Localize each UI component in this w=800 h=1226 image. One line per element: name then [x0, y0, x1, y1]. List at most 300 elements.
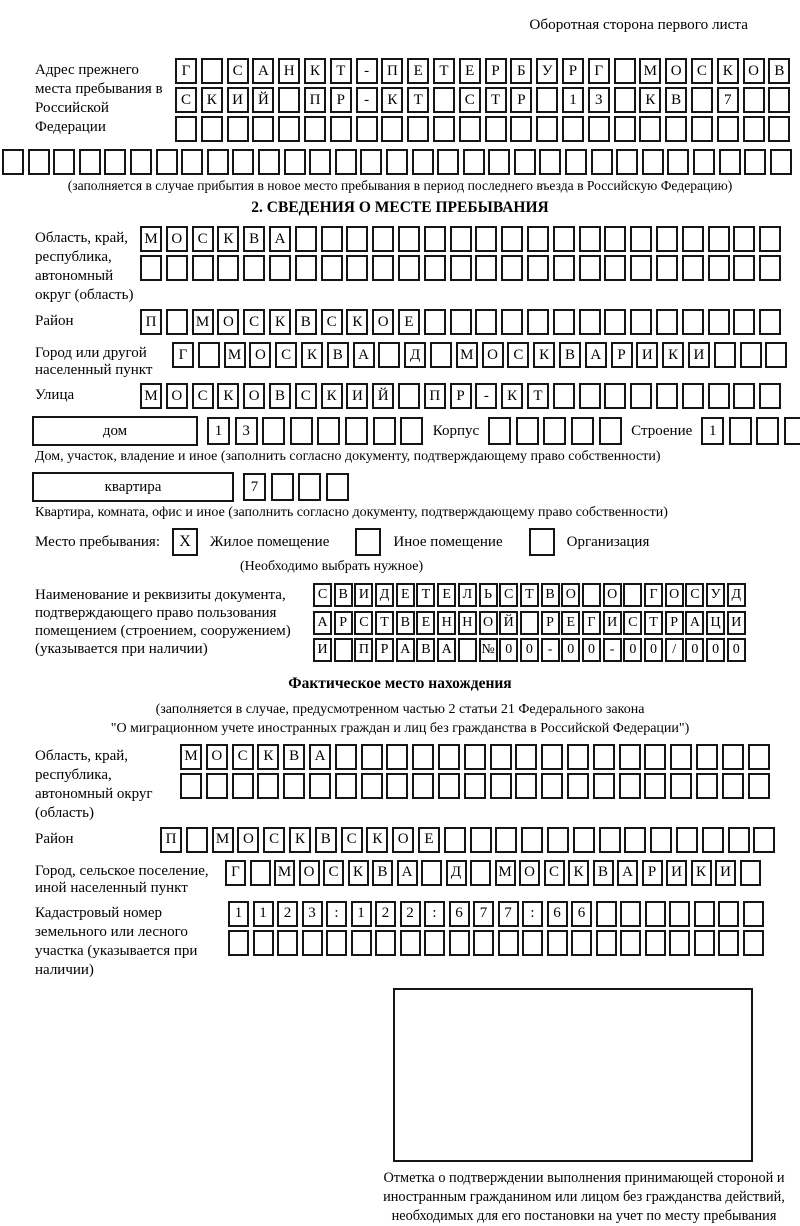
char-cell[interactable]: С	[323, 860, 344, 886]
char-cell[interactable]	[198, 342, 220, 368]
char-cell[interactable]: Е	[407, 58, 429, 84]
char-cell[interactable]	[639, 116, 661, 142]
char-cell[interactable]	[201, 116, 223, 142]
char-cell[interactable]	[784, 417, 800, 445]
char-cell[interactable]	[691, 87, 713, 113]
char-cell[interactable]	[192, 255, 214, 281]
char-cell[interactable]	[567, 744, 589, 770]
char-cell[interactable]	[665, 116, 687, 142]
char-cell[interactable]: К	[301, 342, 323, 368]
char-cell[interactable]	[140, 255, 162, 281]
char-cell[interactable]	[302, 930, 323, 956]
char-cell[interactable]	[656, 383, 678, 409]
char-cell[interactable]	[593, 744, 615, 770]
char-cell[interactable]	[656, 255, 678, 281]
char-cell[interactable]	[485, 116, 507, 142]
char-cell[interactable]: -	[603, 638, 622, 662]
char-cell[interactable]	[645, 930, 666, 956]
char-cell[interactable]	[722, 744, 744, 770]
char-cell[interactable]: Р	[665, 611, 684, 635]
char-cell[interactable]: 0	[499, 638, 518, 662]
char-cell[interactable]	[740, 860, 761, 886]
char-cell[interactable]	[271, 473, 294, 501]
char-cell[interactable]: К	[346, 309, 368, 335]
char-cell[interactable]: 0	[727, 638, 746, 662]
char-cell[interactable]: В	[768, 58, 790, 84]
char-cell[interactable]: 6	[547, 901, 568, 927]
char-cell[interactable]: К	[217, 226, 239, 252]
char-cell[interactable]: 7	[717, 87, 739, 113]
char-cell[interactable]	[539, 149, 561, 175]
char-cell[interactable]: С	[459, 87, 481, 113]
char-cell[interactable]	[515, 744, 537, 770]
char-cell[interactable]	[562, 116, 584, 142]
char-cell[interactable]: О	[482, 342, 504, 368]
char-cell[interactable]: А	[269, 226, 291, 252]
char-cell[interactable]: М	[192, 309, 214, 335]
char-cell[interactable]	[744, 149, 766, 175]
char-cell[interactable]: Й	[499, 611, 518, 635]
char-cell[interactable]: А	[397, 860, 418, 886]
char-cell[interactable]	[475, 309, 497, 335]
char-cell[interactable]: И	[636, 342, 658, 368]
char-cell[interactable]: Е	[459, 58, 481, 84]
char-cell[interactable]	[743, 901, 764, 927]
checkbox-organization[interactable]	[529, 528, 555, 556]
char-cell[interactable]	[650, 827, 672, 853]
char-cell[interactable]: С	[544, 860, 565, 886]
char-cell[interactable]	[304, 116, 326, 142]
char-cell[interactable]: Р	[611, 342, 633, 368]
char-cell[interactable]	[351, 930, 372, 956]
char-cell[interactable]: -	[541, 638, 560, 662]
char-cell[interactable]	[718, 901, 739, 927]
char-cell[interactable]	[501, 255, 523, 281]
char-cell[interactable]	[317, 417, 340, 445]
char-cell[interactable]	[372, 226, 394, 252]
char-cell[interactable]: В	[372, 860, 393, 886]
char-cell[interactable]	[571, 930, 592, 956]
char-cell[interactable]	[567, 773, 589, 799]
char-cell[interactable]: 2	[400, 901, 421, 927]
char-cell[interactable]	[696, 773, 718, 799]
char-cell[interactable]: С	[175, 87, 197, 113]
char-cell[interactable]: Е	[418, 827, 440, 853]
char-cell[interactable]: В	[665, 87, 687, 113]
char-cell[interactable]: К	[269, 309, 291, 335]
char-cell[interactable]	[616, 149, 638, 175]
char-cell[interactable]	[702, 827, 724, 853]
char-cell[interactable]: В	[416, 638, 435, 662]
char-cell[interactable]: А	[313, 611, 332, 635]
char-cell[interactable]	[459, 116, 481, 142]
char-cell[interactable]: С	[295, 383, 317, 409]
char-cell[interactable]: К	[217, 383, 239, 409]
char-cell[interactable]	[694, 930, 715, 956]
char-cell[interactable]: П	[381, 58, 403, 84]
char-cell[interactable]: Й	[372, 383, 394, 409]
char-cell[interactable]: А	[585, 342, 607, 368]
char-cell[interactable]: В	[295, 309, 317, 335]
char-cell[interactable]	[449, 930, 470, 956]
char-cell[interactable]	[498, 930, 519, 956]
char-cell[interactable]	[373, 417, 396, 445]
char-cell[interactable]	[696, 744, 718, 770]
char-cell[interactable]	[510, 116, 532, 142]
char-cell[interactable]: С	[263, 827, 285, 853]
char-cell[interactable]: К	[501, 383, 523, 409]
char-cell[interactable]	[488, 149, 510, 175]
char-cell[interactable]: В	[541, 583, 560, 607]
char-cell[interactable]: К	[568, 860, 589, 886]
char-cell[interactable]	[470, 827, 492, 853]
char-cell[interactable]: Р	[375, 638, 394, 662]
char-cell[interactable]	[309, 149, 331, 175]
char-cell[interactable]: Г	[582, 611, 601, 635]
char-cell[interactable]	[644, 744, 666, 770]
char-cell[interactable]	[361, 773, 383, 799]
char-cell[interactable]	[207, 149, 229, 175]
char-cell[interactable]	[269, 255, 291, 281]
char-cell[interactable]: О	[217, 309, 239, 335]
char-cell[interactable]: К	[717, 58, 739, 84]
char-cell[interactable]	[464, 773, 486, 799]
char-cell[interactable]: 7	[473, 901, 494, 927]
char-cell[interactable]	[770, 149, 792, 175]
char-cell[interactable]: М	[140, 226, 162, 252]
char-cell[interactable]: Р	[541, 611, 560, 635]
char-cell[interactable]: 1	[562, 87, 584, 113]
char-cell[interactable]: И	[727, 611, 746, 635]
char-cell[interactable]	[614, 116, 636, 142]
char-cell[interactable]	[642, 149, 664, 175]
char-cell[interactable]	[579, 255, 601, 281]
char-cell[interactable]	[295, 226, 317, 252]
char-cell[interactable]: О	[603, 583, 622, 607]
char-cell[interactable]	[620, 930, 641, 956]
char-cell[interactable]: К	[366, 827, 388, 853]
char-cell[interactable]	[501, 226, 523, 252]
char-cell[interactable]	[541, 773, 563, 799]
char-cell[interactable]	[527, 309, 549, 335]
char-cell[interactable]: К	[257, 744, 279, 770]
char-cell[interactable]: Т	[330, 58, 352, 84]
char-cell[interactable]	[232, 149, 254, 175]
char-cell[interactable]: О	[372, 309, 394, 335]
char-cell[interactable]: О	[243, 383, 265, 409]
char-cell[interactable]	[375, 930, 396, 956]
char-cell[interactable]	[708, 383, 730, 409]
char-cell[interactable]	[588, 116, 610, 142]
char-cell[interactable]: 6	[449, 901, 470, 927]
char-cell[interactable]	[334, 638, 353, 662]
char-cell[interactable]: Т	[416, 583, 435, 607]
char-cell[interactable]	[309, 773, 331, 799]
char-cell[interactable]: 3	[235, 417, 258, 445]
char-cell[interactable]	[433, 116, 455, 142]
char-cell[interactable]: О	[665, 58, 687, 84]
char-cell[interactable]: С	[275, 342, 297, 368]
char-cell[interactable]	[733, 383, 755, 409]
char-cell[interactable]: С	[623, 611, 642, 635]
char-cell[interactable]	[553, 309, 575, 335]
char-cell[interactable]: К	[691, 860, 712, 886]
char-cell[interactable]: С	[341, 827, 363, 853]
char-cell[interactable]	[283, 773, 305, 799]
char-cell[interactable]: А	[617, 860, 638, 886]
char-cell[interactable]: А	[685, 611, 704, 635]
char-cell[interactable]	[620, 901, 641, 927]
char-cell[interactable]	[759, 255, 781, 281]
char-cell[interactable]	[400, 417, 423, 445]
char-cell[interactable]: Д	[727, 583, 746, 607]
char-cell[interactable]	[501, 309, 523, 335]
char-cell[interactable]: С	[685, 583, 704, 607]
char-cell[interactable]: М	[495, 860, 516, 886]
char-cell[interactable]: Г	[175, 58, 197, 84]
char-cell[interactable]	[257, 773, 279, 799]
char-cell[interactable]: 0	[582, 638, 601, 662]
char-cell[interactable]	[571, 417, 594, 445]
char-cell[interactable]	[398, 226, 420, 252]
char-cell[interactable]	[733, 309, 755, 335]
char-cell[interactable]: П	[160, 827, 182, 853]
char-cell[interactable]	[437, 149, 459, 175]
char-cell[interactable]	[693, 149, 715, 175]
char-cell[interactable]	[630, 383, 652, 409]
char-cell[interactable]	[579, 226, 601, 252]
char-cell[interactable]: Д	[375, 583, 394, 607]
char-cell[interactable]: Р	[642, 860, 663, 886]
char-cell[interactable]: Й	[252, 87, 274, 113]
char-cell[interactable]	[345, 417, 368, 445]
char-cell[interactable]	[619, 773, 641, 799]
char-cell[interactable]: Л	[458, 583, 477, 607]
char-cell[interactable]	[728, 827, 750, 853]
char-cell[interactable]: О	[392, 827, 414, 853]
stamp-box[interactable]	[393, 988, 753, 1162]
char-cell[interactable]	[400, 930, 421, 956]
checkbox-residential[interactable]: X	[172, 528, 198, 556]
char-cell[interactable]: С	[499, 583, 518, 607]
char-cell[interactable]	[729, 417, 752, 445]
char-cell[interactable]	[596, 901, 617, 927]
char-cell[interactable]	[424, 309, 446, 335]
char-cell[interactable]	[458, 638, 477, 662]
char-cell[interactable]: Е	[437, 583, 456, 607]
char-cell[interactable]	[386, 773, 408, 799]
char-cell[interactable]: 3	[302, 901, 323, 927]
char-cell[interactable]	[398, 383, 420, 409]
char-cell[interactable]	[438, 744, 460, 770]
char-cell[interactable]	[258, 149, 280, 175]
char-cell[interactable]	[553, 255, 575, 281]
char-cell[interactable]: О	[166, 383, 188, 409]
char-cell[interactable]: С	[321, 309, 343, 335]
char-cell[interactable]	[206, 773, 228, 799]
char-cell[interactable]	[614, 87, 636, 113]
char-cell[interactable]: 0	[561, 638, 580, 662]
char-cell[interactable]	[495, 827, 517, 853]
char-cell[interactable]	[541, 744, 563, 770]
char-cell[interactable]	[691, 116, 713, 142]
char-cell[interactable]: В	[396, 611, 415, 635]
char-cell[interactable]: 7	[498, 901, 519, 927]
char-cell[interactable]	[516, 417, 539, 445]
char-cell[interactable]: В	[593, 860, 614, 886]
char-cell[interactable]	[682, 309, 704, 335]
char-cell[interactable]	[593, 773, 615, 799]
char-cell[interactable]	[604, 309, 626, 335]
char-cell[interactable]: 0	[623, 638, 642, 662]
char-cell[interactable]: П	[354, 638, 373, 662]
char-cell[interactable]	[719, 149, 741, 175]
char-cell[interactable]: И	[346, 383, 368, 409]
char-cell[interactable]	[470, 860, 491, 886]
char-cell[interactable]	[330, 116, 352, 142]
char-cell[interactable]: К	[201, 87, 223, 113]
char-cell[interactable]	[356, 116, 378, 142]
char-cell[interactable]	[717, 116, 739, 142]
char-cell[interactable]	[527, 255, 549, 281]
char-cell[interactable]: Р	[450, 383, 472, 409]
char-cell[interactable]	[694, 901, 715, 927]
char-cell[interactable]	[579, 309, 601, 335]
char-cell[interactable]	[536, 87, 558, 113]
char-cell[interactable]	[527, 226, 549, 252]
char-cell[interactable]: 1	[228, 901, 249, 927]
char-cell[interactable]: М	[224, 342, 246, 368]
char-cell[interactable]: С	[232, 744, 254, 770]
char-cell[interactable]	[756, 417, 779, 445]
char-cell[interactable]: С	[354, 611, 373, 635]
char-cell[interactable]: К	[289, 827, 311, 853]
char-cell[interactable]: А	[396, 638, 415, 662]
char-cell[interactable]	[522, 930, 543, 956]
char-cell[interactable]	[321, 226, 343, 252]
char-cell[interactable]: Д	[446, 860, 467, 886]
char-cell[interactable]: Г	[225, 860, 246, 886]
char-cell[interactable]	[740, 342, 762, 368]
char-cell[interactable]: О	[206, 744, 228, 770]
char-cell[interactable]	[335, 744, 357, 770]
char-cell[interactable]	[514, 149, 536, 175]
char-cell[interactable]	[412, 149, 434, 175]
char-cell[interactable]: С	[192, 226, 214, 252]
char-cell[interactable]: Т	[527, 383, 549, 409]
char-cell[interactable]	[768, 87, 790, 113]
char-cell[interactable]	[490, 744, 512, 770]
char-cell[interactable]	[252, 116, 274, 142]
char-cell[interactable]	[582, 583, 601, 607]
char-cell[interactable]: 2	[375, 901, 396, 927]
char-cell[interactable]	[228, 930, 249, 956]
char-cell[interactable]: С	[192, 383, 214, 409]
char-cell[interactable]	[536, 116, 558, 142]
char-cell[interactable]: К	[639, 87, 661, 113]
char-cell[interactable]	[450, 255, 472, 281]
char-cell[interactable]: М	[274, 860, 295, 886]
char-cell[interactable]	[424, 226, 446, 252]
char-cell[interactable]: У	[536, 58, 558, 84]
char-cell[interactable]	[166, 255, 188, 281]
char-cell[interactable]	[656, 226, 678, 252]
char-cell[interactable]	[28, 149, 50, 175]
char-cell[interactable]	[227, 116, 249, 142]
char-cell[interactable]: Т	[485, 87, 507, 113]
char-cell[interactable]	[547, 827, 569, 853]
char-cell[interactable]	[262, 417, 285, 445]
char-cell[interactable]	[573, 827, 595, 853]
char-cell[interactable]	[175, 116, 197, 142]
char-cell[interactable]	[521, 827, 543, 853]
char-cell[interactable]: Т	[407, 87, 429, 113]
char-cell[interactable]: К	[321, 383, 343, 409]
char-cell[interactable]	[386, 149, 408, 175]
char-cell[interactable]	[361, 744, 383, 770]
char-cell[interactable]	[591, 149, 613, 175]
char-cell[interactable]: Т	[520, 583, 539, 607]
char-cell[interactable]	[295, 255, 317, 281]
char-cell[interactable]: К	[533, 342, 555, 368]
char-cell[interactable]: П	[140, 309, 162, 335]
char-cell[interactable]: О	[249, 342, 271, 368]
char-cell[interactable]: Т	[375, 611, 394, 635]
char-cell[interactable]	[630, 226, 652, 252]
char-cell[interactable]	[180, 773, 202, 799]
char-cell[interactable]	[682, 383, 704, 409]
char-cell[interactable]: М	[180, 744, 202, 770]
char-cell[interactable]: С	[227, 58, 249, 84]
char-cell[interactable]	[596, 930, 617, 956]
char-cell[interactable]	[381, 116, 403, 142]
char-cell[interactable]	[450, 226, 472, 252]
char-cell[interactable]	[201, 58, 223, 84]
char-cell[interactable]	[104, 149, 126, 175]
char-cell[interactable]	[656, 309, 678, 335]
char-cell[interactable]: П	[424, 383, 446, 409]
char-cell[interactable]	[714, 342, 736, 368]
char-cell[interactable]	[79, 149, 101, 175]
char-cell[interactable]: К	[304, 58, 326, 84]
char-cell[interactable]: С	[313, 583, 332, 607]
char-cell[interactable]	[490, 773, 512, 799]
char-cell[interactable]	[378, 342, 400, 368]
char-cell[interactable]	[604, 226, 626, 252]
char-cell[interactable]	[682, 255, 704, 281]
char-cell[interactable]	[515, 773, 537, 799]
char-cell[interactable]	[217, 255, 239, 281]
char-cell[interactable]: Е	[416, 611, 435, 635]
char-cell[interactable]: А	[353, 342, 375, 368]
char-cell[interactable]	[407, 116, 429, 142]
char-cell[interactable]: Р	[510, 87, 532, 113]
char-cell[interactable]	[645, 901, 666, 927]
char-cell[interactable]: 1	[207, 417, 230, 445]
char-cell[interactable]	[463, 149, 485, 175]
char-cell[interactable]	[669, 901, 690, 927]
char-cell[interactable]	[290, 417, 313, 445]
char-cell[interactable]	[553, 383, 575, 409]
char-cell[interactable]	[346, 255, 368, 281]
char-cell[interactable]: В	[283, 744, 305, 770]
char-cell[interactable]	[599, 827, 621, 853]
char-cell[interactable]	[156, 149, 178, 175]
char-cell[interactable]: С	[691, 58, 713, 84]
char-cell[interactable]: К	[348, 860, 369, 886]
char-cell[interactable]	[565, 149, 587, 175]
char-cell[interactable]: И	[313, 638, 332, 662]
